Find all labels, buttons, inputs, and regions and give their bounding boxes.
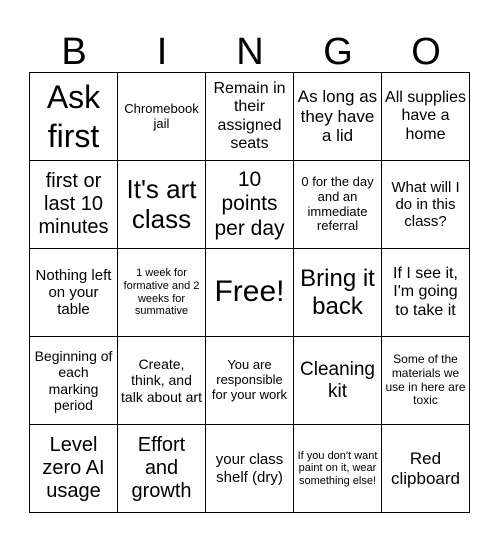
cell-text: If you don't want paint on it, wear something else! — [297, 449, 378, 487]
cell-text: Level zero AI usage — [42, 434, 105, 502]
bingo-cell[interactable] — [206, 425, 294, 513]
title-letter-o: O — [411, 31, 441, 73]
bingo-cell[interactable] — [382, 337, 470, 425]
cell-text: Nothing left on your table — [35, 266, 112, 319]
bingo-cell[interactable] — [294, 73, 382, 161]
bingo-cell[interactable] — [30, 337, 118, 425]
bingo-cell[interactable] — [206, 337, 294, 425]
title-letter-n: N — [236, 31, 264, 73]
title-letter-g: G — [323, 31, 353, 73]
cell-text: Beginning of each marking period — [34, 348, 113, 413]
bingo-cell[interactable] — [118, 425, 206, 513]
cell-text: If I see it, I'm going to take it — [393, 264, 458, 319]
cell-text: first or last 10 minutes — [38, 170, 109, 238]
cell-text: It's art class — [126, 173, 197, 234]
bingo-cell[interactable] — [30, 249, 118, 337]
cell-text: Create, think, and talk about art — [121, 356, 202, 405]
cell-text: What will I do in this class? — [391, 178, 460, 231]
cell-text: Cleaning kit — [300, 358, 375, 402]
bingo-cell[interactable] — [382, 249, 470, 337]
cell-text: You are responsible for your work — [211, 357, 288, 402]
bingo-cell[interactable] — [294, 249, 382, 337]
cell-text: Chromebook jail — [124, 100, 199, 131]
bingo-cell[interactable] — [30, 161, 118, 249]
bingo-cell[interactable] — [382, 425, 470, 513]
bingo-cell[interactable] — [294, 425, 382, 513]
bingo-cell[interactable] — [294, 161, 382, 249]
bingo-cell[interactable] — [118, 161, 206, 249]
cell-text: 0 for the day and an immediate referral — [301, 173, 374, 234]
bingo-cell[interactable] — [118, 249, 206, 337]
cell-text: Red clipboard — [391, 448, 460, 488]
cell-text: As long as they have a lid — [297, 87, 378, 146]
title-letter-b: B — [61, 31, 87, 73]
cell-text: All supplies have a home — [385, 88, 466, 143]
bingo-cell[interactable] — [294, 337, 382, 425]
bingo-cell[interactable] — [30, 73, 118, 161]
cell-text: 1 week for formative and 2 weeks for summative — [123, 267, 200, 318]
title-letter-i: I — [156, 31, 168, 73]
cell-text: Some of the materials we use in here are toxic — [385, 351, 466, 408]
bingo-cell[interactable] — [382, 73, 470, 161]
bingo-cell[interactable] — [30, 425, 118, 513]
cell-text: Ask first — [46, 79, 101, 154]
bingo-cell[interactable] — [118, 337, 206, 425]
bingo-cell[interactable] — [206, 161, 294, 249]
bingo-cell[interactable] — [206, 249, 294, 337]
cell-text: 10 points per day — [214, 168, 285, 240]
bingo-cell[interactable] — [382, 161, 470, 249]
cell-text: Effort and growth — [131, 434, 192, 502]
cell-text: your class shelf (dry) — [215, 451, 284, 486]
bingo-title — [30, 28, 470, 76]
cell-text: Remain in their assigned seats — [213, 79, 286, 152]
cell-text: Bring it back — [300, 264, 375, 320]
bingo-cell[interactable] — [206, 73, 294, 161]
bingo-grid — [29, 72, 470, 513]
bingo-cell[interactable] — [118, 73, 206, 161]
cell-text: Free! — [214, 275, 285, 309]
